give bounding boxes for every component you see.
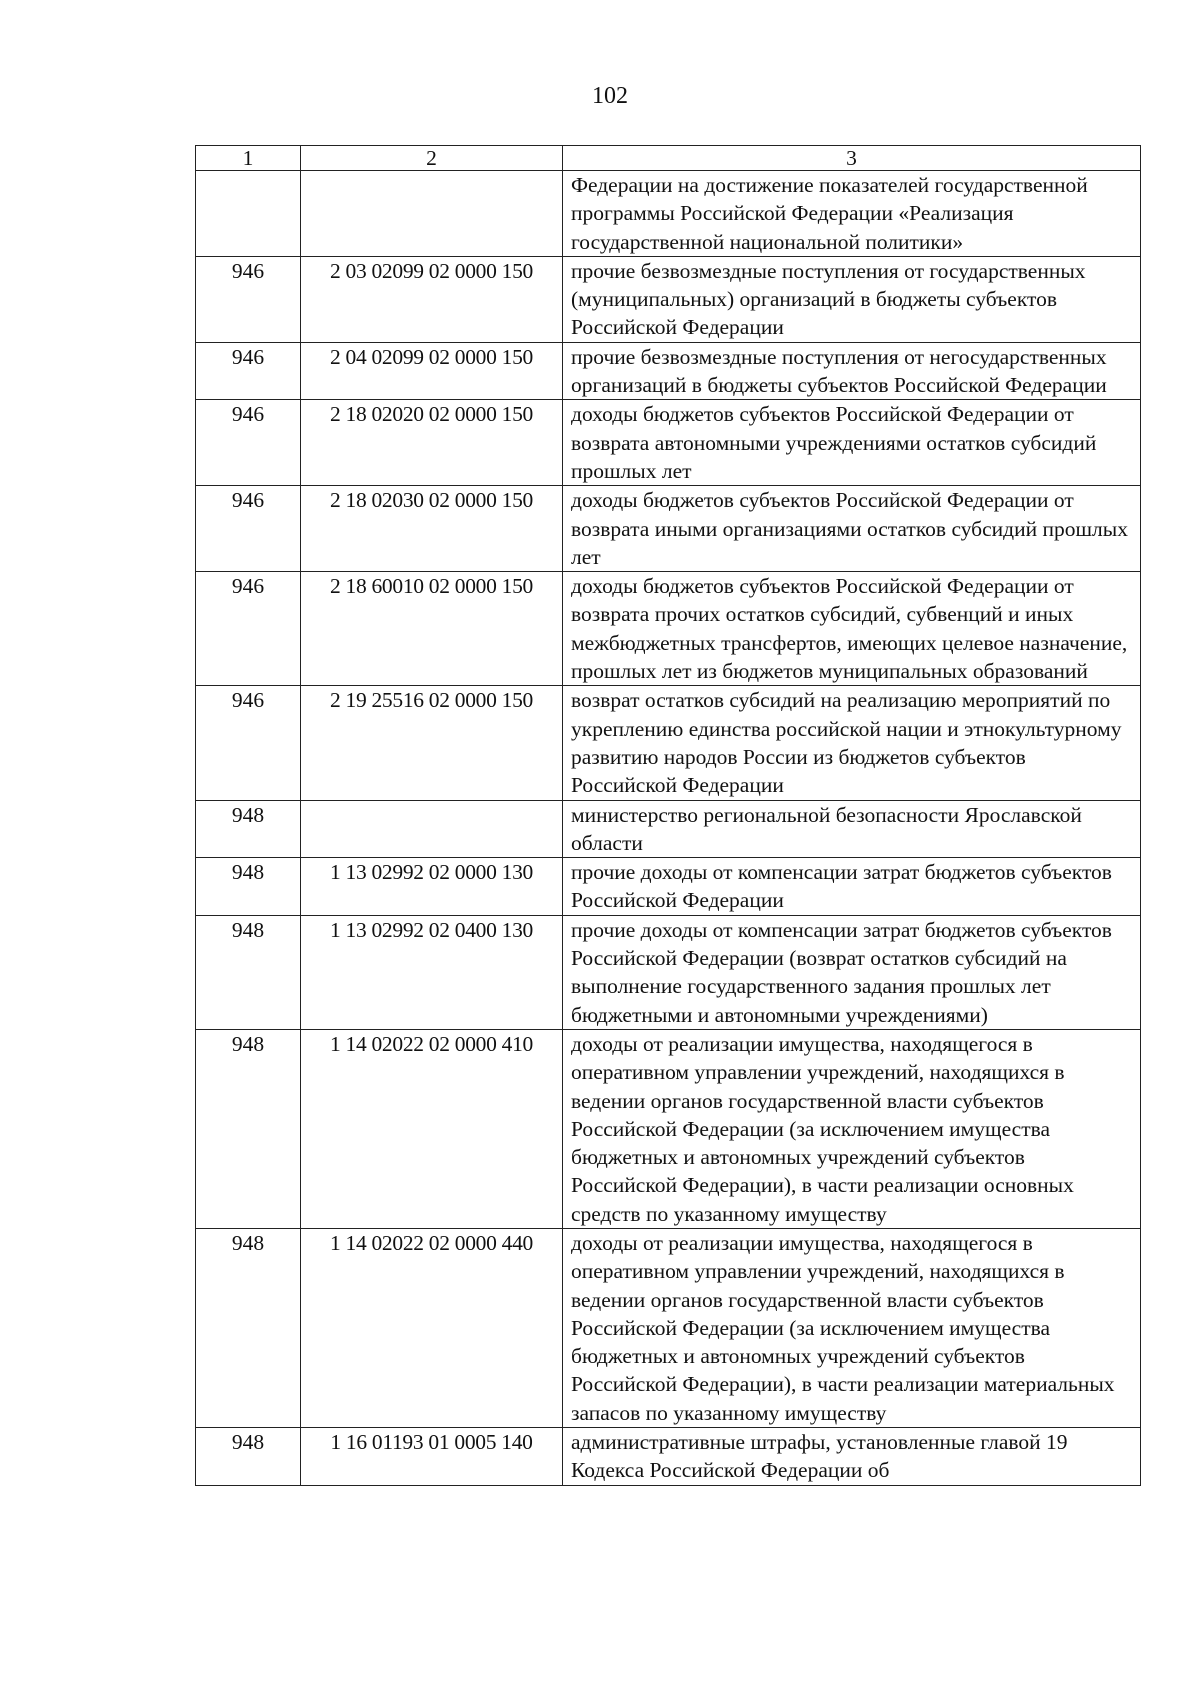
admin-code-cell: 948 [196,915,301,1029]
admin-code-cell: 948 [196,1029,301,1228]
description-cell: административные штрафы, установленные главой 19 Кодекса Российской Федерации об [563,1428,1141,1486]
page-number: 102 [592,83,628,109]
budget-code-cell: 1 14 02022 02 0000 440 [301,1228,563,1427]
table-row [196,800,1141,858]
budget-code-cell: 2 03 02099 02 0000 150 [301,256,563,342]
admin-code-cell: 946 [196,400,301,486]
budget-code-cell: 1 14 02022 02 0000 410 [301,1029,563,1228]
description-cell: министерство региональной безопасности Ярославской области [563,800,1141,858]
budget-code-cell: 2 18 60010 02 0000 150 [301,572,563,686]
admin-code-cell: 946 [196,686,301,800]
admin-code-cell: 946 [196,572,301,686]
admin-code-cell [196,171,301,257]
column-header-2: 2 [301,146,563,171]
admin-code-cell: 948 [196,1428,301,1486]
budget-code-cell: 1 16 01193 01 0005 140 [301,1428,563,1486]
revenue-codes-table [195,145,1141,1486]
description-cell: доходы от реализации имущества, находящегося в оперативном управлении учреждений, находящихся в ведении органов государственной власти субъектов Российской Федерации (за исключением имущества бюджетных и автономных учреждений субъектов Российской Федерации), в части реализации материальных запасов по указанному имуществу [563,1228,1141,1427]
budget-code-cell: 2 18 02020 02 0000 150 [301,400,563,486]
budget-code-cell [301,171,563,257]
budget-code-cell [301,800,563,858]
admin-code-cell: 948 [196,1228,301,1427]
table-body [196,171,1141,1486]
admin-code-cell: 946 [196,342,301,400]
description-cell: доходы бюджетов субъектов Российской Федерации от возврата иными организациями остатков субсидий прошлых лет [563,486,1141,572]
table-row [196,1228,1141,1427]
table-row [196,1428,1141,1486]
description-cell: прочие безвозмездные поступления от негосударственных организаций в бюджеты субъектов Российской Федерации [563,342,1141,400]
table-header [196,146,1141,171]
table-row [196,342,1141,400]
table-row [196,256,1141,342]
table-row [196,1029,1141,1228]
table-row [196,171,1141,257]
description-cell: прочие доходы от компенсации затрат бюджетов субъектов Российской Федерации (возврат остатков субсидий на выполнение государственного задания прошлых лет бюджетными и автономными учреждениями) [563,915,1141,1029]
table-row [196,858,1141,916]
budget-code-cell: 2 04 02099 02 0000 150 [301,342,563,400]
admin-code-cell: 946 [196,256,301,342]
table-row [196,686,1141,800]
admin-code-cell: 946 [196,486,301,572]
column-header-1: 1 [196,146,301,171]
column-header-3: 3 [563,146,1141,171]
description-cell: доходы бюджетов субъектов Российской Федерации от возврата прочих остатков субсидий, субвенций и иных межбюджетных трансфертов, имеющих целевое назначение, прошлых лет из бюджетов муниципальных образований [563,572,1141,686]
admin-code-cell: 948 [196,800,301,858]
description-cell: возврат остатков субсидий на реализацию мероприятий по укреплению единства российской нации и этнокультурному развитию народов России из бюджетов субъектов Российской Федерации [563,686,1141,800]
description-cell: прочие безвозмездные поступления от государственных (муниципальных) организаций в бюджеты субъектов Российской Федерации [563,256,1141,342]
table-row [196,400,1141,486]
budget-code-cell: 2 18 02030 02 0000 150 [301,486,563,572]
budget-code-cell: 1 13 02992 02 0000 130 [301,858,563,916]
budget-code-cell: 2 19 25516 02 0000 150 [301,686,563,800]
table-row [196,915,1141,1029]
description-cell: доходы бюджетов субъектов Российской Федерации от возврата автономными учреждениями остатков субсидий прошлых лет [563,400,1141,486]
description-cell: прочие доходы от компенсации затрат бюджетов субъектов Российской Федерации [563,858,1141,916]
description-cell: Федерации на достижение показателей государственной программы Российской Федерации «Реализация государственной национальной политики» [563,171,1141,257]
table-header-row [196,146,1141,171]
admin-code-cell: 948 [196,858,301,916]
table-row [196,572,1141,686]
budget-code-cell: 1 13 02992 02 0400 130 [301,915,563,1029]
description-cell: доходы от реализации имущества, находящегося в оперативном управлении учреждений, находящихся в ведении органов государственной власти субъектов Российской Федерации (за исключением имущества бюджетных и автономных учреждений субъектов Российской Федерации), в части реализации основных средств по указанному имуществу [563,1029,1141,1228]
table-row [196,486,1141,572]
